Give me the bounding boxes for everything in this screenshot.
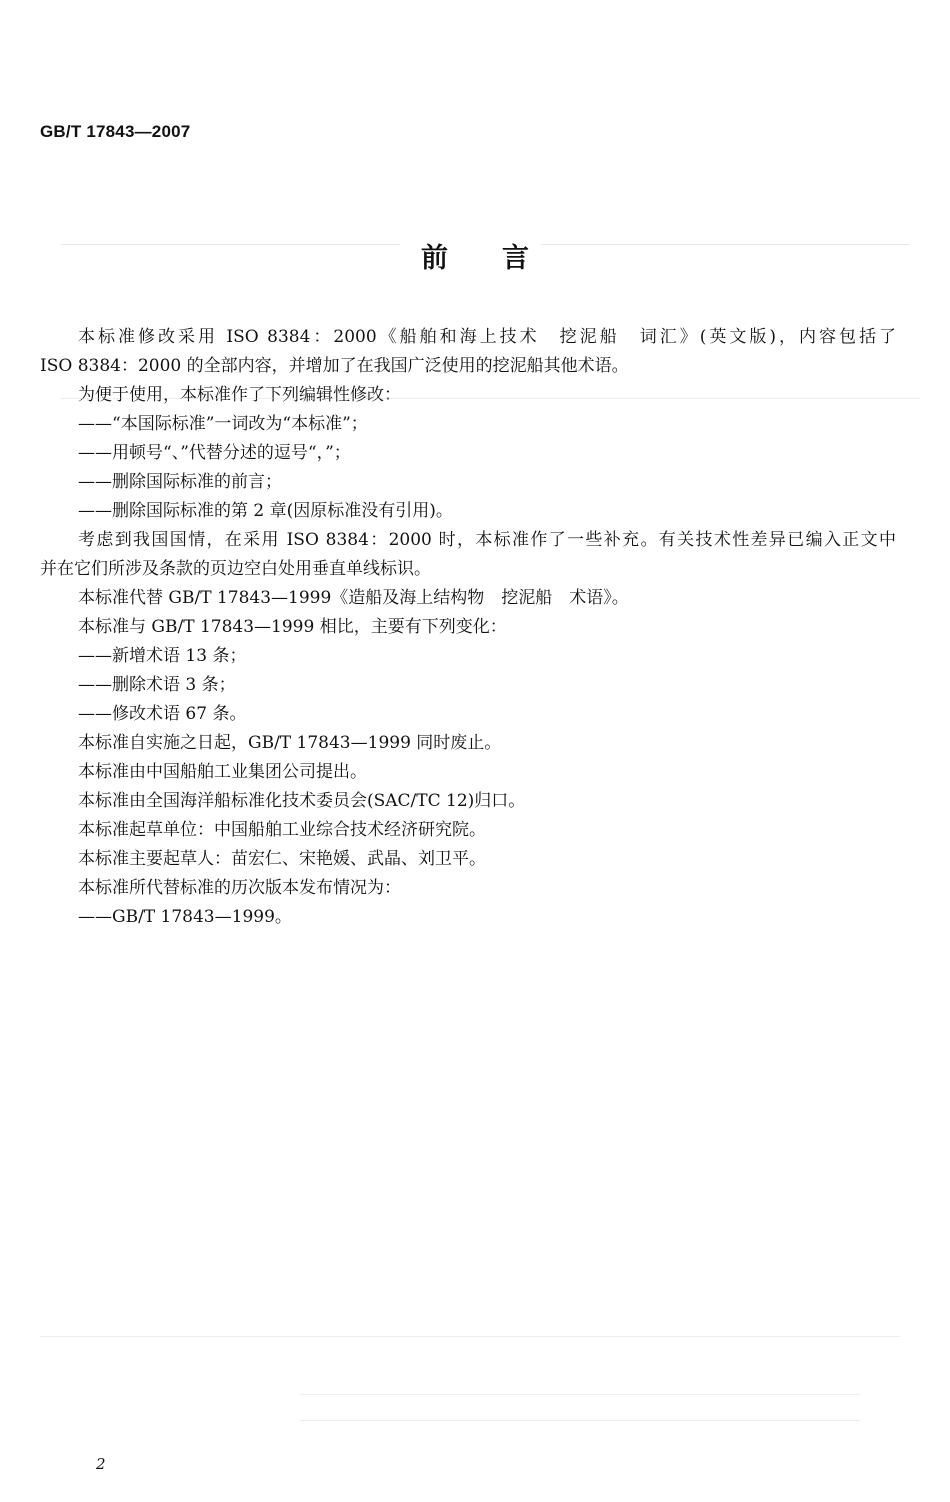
scan-noise [60, 398, 920, 399]
paragraph-line: 本标准所代替标准的历次版本发布情况为： [78, 878, 401, 898]
paragraph-line: 为便于使用，本标准作了下列编辑性修改： [78, 385, 401, 405]
document-code: GB/T 17843—2007 [40, 122, 191, 141]
list-item: ——删除术语 3 条； [78, 675, 236, 695]
title-char-1: 前 [421, 243, 448, 274]
paragraph-line: 并在它们所涉及条款的页边空白处用垂直单线标识。 [40, 559, 431, 579]
paragraph-line: 本标准修改采用 ISO 8384：2000《船舶和海上技术 挖泥船 词汇》(英文版)，内容包括了 [78, 327, 896, 347]
scan-noise [300, 1420, 860, 1421]
scan-noise [40, 1336, 900, 1337]
scan-noise [540, 244, 910, 245]
paragraph-line: ISO 8384：2000 的全部内容，并增加了在我国广泛使用的挖泥船其他术语。 [40, 356, 629, 376]
scan-noise [60, 244, 400, 245]
paragraph-line: 本标准由全国海洋船标准化技术委员会(SAC/TC 12)归口。 [78, 791, 526, 811]
paragraph-line: 本标准起草单位：中国船舶工业综合技术经济研究院。 [78, 820, 486, 840]
list-item: ——“本国际标准”一词改为“本标准”； [78, 414, 368, 434]
list-item: ——修改术语 67 条。 [78, 704, 247, 724]
scan-noise [300, 1394, 860, 1395]
paragraph-line: 本标准代替 GB/T 17843—1999《造船及海上结构物 挖泥船 术语》。 [78, 588, 629, 608]
paragraph-line: 本标准主要起草人：苗宏仁、宋艳媛、武晶、刘卫平。 [78, 849, 486, 869]
list-item: ——删除国际标准的前言； [78, 472, 282, 492]
paragraph-line: 本标准由中国船舶工业集团公司提出。 [78, 762, 367, 782]
foreword-body [40, 323, 896, 932]
list-item: ——GB/T 17843—1999。 [78, 907, 292, 927]
page-number: 2 [96, 1455, 106, 1473]
page-title [0, 236, 950, 275]
paragraph-line: 考虑到我国国情，在采用 ISO 8384：2000 时，本标准作了一些补充。有关技术性差异已编入正文中 [78, 530, 896, 550]
paragraph-line: 本标准自实施之日起，GB/T 17843—1999 同时废止。 [78, 733, 502, 753]
list-item: ——新增术语 13 条； [78, 646, 247, 666]
paragraph-line: 本标准与 GB/T 17843—1999 相比，主要有下列变化： [78, 617, 507, 637]
list-item: ——删除国际标准的第 2 章(因原标准没有引用)。 [78, 501, 453, 521]
list-item: ——用顿号“、”代替分述的逗号“，”； [78, 443, 351, 463]
title-char-2: 言 [502, 243, 529, 274]
